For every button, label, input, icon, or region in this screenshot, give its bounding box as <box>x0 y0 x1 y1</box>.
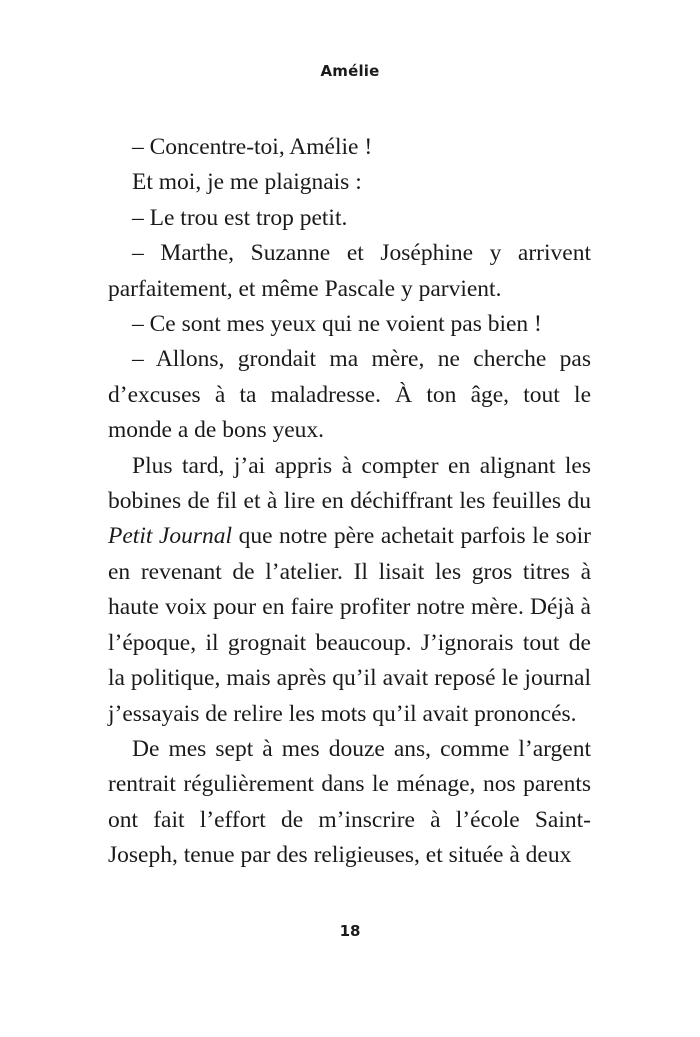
paragraph-8: De mes sept à mes douze ans, comme l’argent rentrait régulièrement dans le ménage, nos parents ont fait l’effort de m’inscrire à l’école Saint-Joseph, tenue par des religieuses, et située à deux <box>108 735 591 869</box>
paragraph-4: – Marthe, Suzanne et Joséphine y arrivent parfaitement, et même Pascale y parvient. <box>108 240 591 302</box>
paragraph-7-part-2: que notre père achetait parfois le soir en revenant de l’atelier. Il lisait les gros titres à haute voix pour en faire profiter notre mère. Déjà à l’époque, il grognait beaucoup. J’ignorais tout de la politique, mais après qu’il avait reposé le journal j’essayais de relire les mots qu’il avait prononcés. <box>108 523 591 727</box>
body-text <box>108 130 591 874</box>
paragraph-7-part-1: Plus tard, j’ai appris à compter en alignant les bobines de fil et à lire en déchiffrant les feuilles du <box>108 452 591 515</box>
paragraph-2: Et moi, je me plaignais : <box>132 169 362 196</box>
paragraph-1: – Concentre-toi, Amélie ! <box>132 134 373 160</box>
running-head-title: Amélie <box>320 62 380 80</box>
paragraph-5: – Ce sont mes yeux qui ne voient pas bien ! <box>132 311 542 338</box>
newspaper-title: Petit Journal <box>108 523 233 550</box>
paragraph-6: – Allons, grondait ma mère, ne cherche pas d’excuses à ta maladresse. À ton âge, tout le monde a de bons yeux. <box>108 346 591 444</box>
page-number: 18 <box>339 922 361 940</box>
paragraph-3: – Le trou est trop petit. <box>132 204 348 231</box>
paragraph-7 <box>108 449 591 732</box>
